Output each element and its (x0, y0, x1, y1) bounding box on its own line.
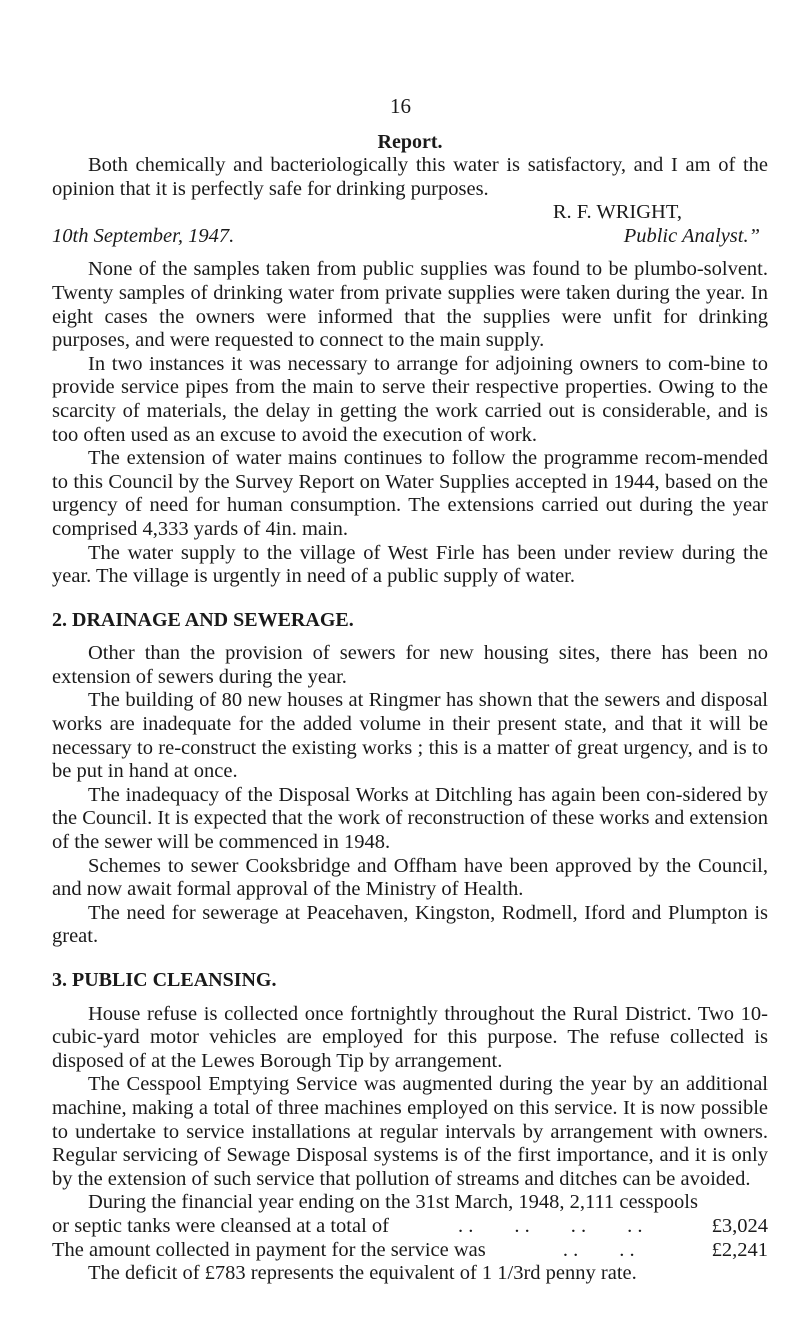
drainage-paragraph: The inadequacy of the Disposal Works at Ditchling has again been con-sidered by the Council. It is expected that the work of reconstruction of these works and extension of the sewer will be commenced in 1948. (52, 783, 768, 854)
cleansing-financial-intro: During the financial year ending on the 31st March, 1948, 2,111 cesspools (88, 1191, 698, 1214)
water-paragraph: In two instances it was necessary to arrange for adjoining owners to com-bine to provide service pipes from the main to serve their respective properties. Owing to the scarcity of materials, the delay in getting the work carried out is considerable, and is too often used as an excuse to avoid the execution of work. (52, 352, 768, 446)
cleansing-paragraph: The Cesspool Emptying Service was augmented during the year by an additional machine, making a total of three machines employed on this service. It is now possible to undertake to service installations at regular intervals by arrangement with owners. Regular servicing of Sewage Disposal systems is of the first importance, and it is only by the extension of such service that pollution of streams and ditches can be avoided. (52, 1073, 768, 1190)
cleansing-paragraph: House refuse is collected once fortnightly throughout the Rural District. Two 10-cubic-yard motor vehicles are employed for this purpose. The refuse collected is disposed of at the Lewes Borough Tip by arrangement. (52, 1002, 768, 1072)
cleansing-collected-text: The amount collected in payment for the service was (52, 1238, 486, 1261)
drainage-paragraph: Schemes to sewer Cooksbridge and Offham have been approved by the Council, and now await formal approval of the Ministry of Health. (52, 854, 768, 901)
spacer (52, 632, 768, 642)
section-heading-drainage: 2. DRAINAGE AND SEWERAGE. (52, 608, 354, 631)
cleansing-total-amount: £3,024 (711, 1214, 768, 1237)
page-number: 16 (390, 94, 411, 118)
water-paragraph: The extension of water mains continues to follow the programme recom-mended to this Council by the Survey Report on Water Supplies accepted in 1944, based on the urgency of need for human consumption. The extensions carried out during the year comprised 4,333 yards of 4in. main. (52, 447, 768, 540)
drainage-paragraph: Other than the provision of sewers for new housing sites, there has been no extension of sewers during the year. (52, 642, 768, 688)
page-body (52, 131, 768, 1286)
cleansing-closing: The deficit of £783 represents the equivalent of 1 1/3rd penny rate. (88, 1262, 637, 1285)
cleansing-collected-amount: £2,241 (711, 1238, 768, 1261)
cleansing-collected-leader: . . . . (562, 1238, 635, 1261)
cleansing-collected-line (52, 1239, 768, 1263)
spacer (52, 248, 768, 258)
spacer (52, 589, 768, 609)
water-paragraph: The water supply to the village of West Firle has been under review during the year. The village is urgently in need of a public supply of water. (52, 541, 768, 588)
drainage-paragraph: The building of 80 new houses at Ringmer has shown that the sewers and disposal works are inadequate for the added volume in their present state, and that it will be necessary to re-construct the existing works ; this is a matter of great urgency, and is to be put in hand at once. (52, 689, 768, 783)
report-paragraph: Both chemically and bacteriologically this water is satisfactory, and I am of the opinion that it is perfectly safe for drinking purposes. (52, 154, 768, 200)
section-heading-cleansing: 3. PUBLIC CLEANSING. (52, 969, 277, 991)
drainage-paragraph: The need for sewerage at Peacehaven, Kingston, Rodmell, Iford and Plumpton is great. (52, 901, 768, 948)
report-heading: Report. (377, 131, 443, 153)
spacer (52, 993, 768, 1003)
signature-title: Public Analyst.” (623, 224, 760, 247)
signature-row (52, 225, 768, 249)
signature-date: 10th September, 1947. (52, 224, 235, 247)
signature-name: R. F. WRIGHT, (552, 201, 682, 224)
cleansing-total-text: or septic tanks were cleansed at a total of (52, 1214, 389, 1237)
spacer (52, 949, 768, 969)
cleansing-total-leader: . . . . . . . . (458, 1214, 643, 1237)
cleansing-total-line (52, 1215, 768, 1239)
water-paragraph: None of the samples taken from public supplies was found to be plumbo-solvent. Twenty samples of drinking water from private supplies were taken during the year. In eight cases the owners were informed that the supplies were unfit for drinking purposes, and were requested to connect to the main supply. (52, 258, 768, 352)
